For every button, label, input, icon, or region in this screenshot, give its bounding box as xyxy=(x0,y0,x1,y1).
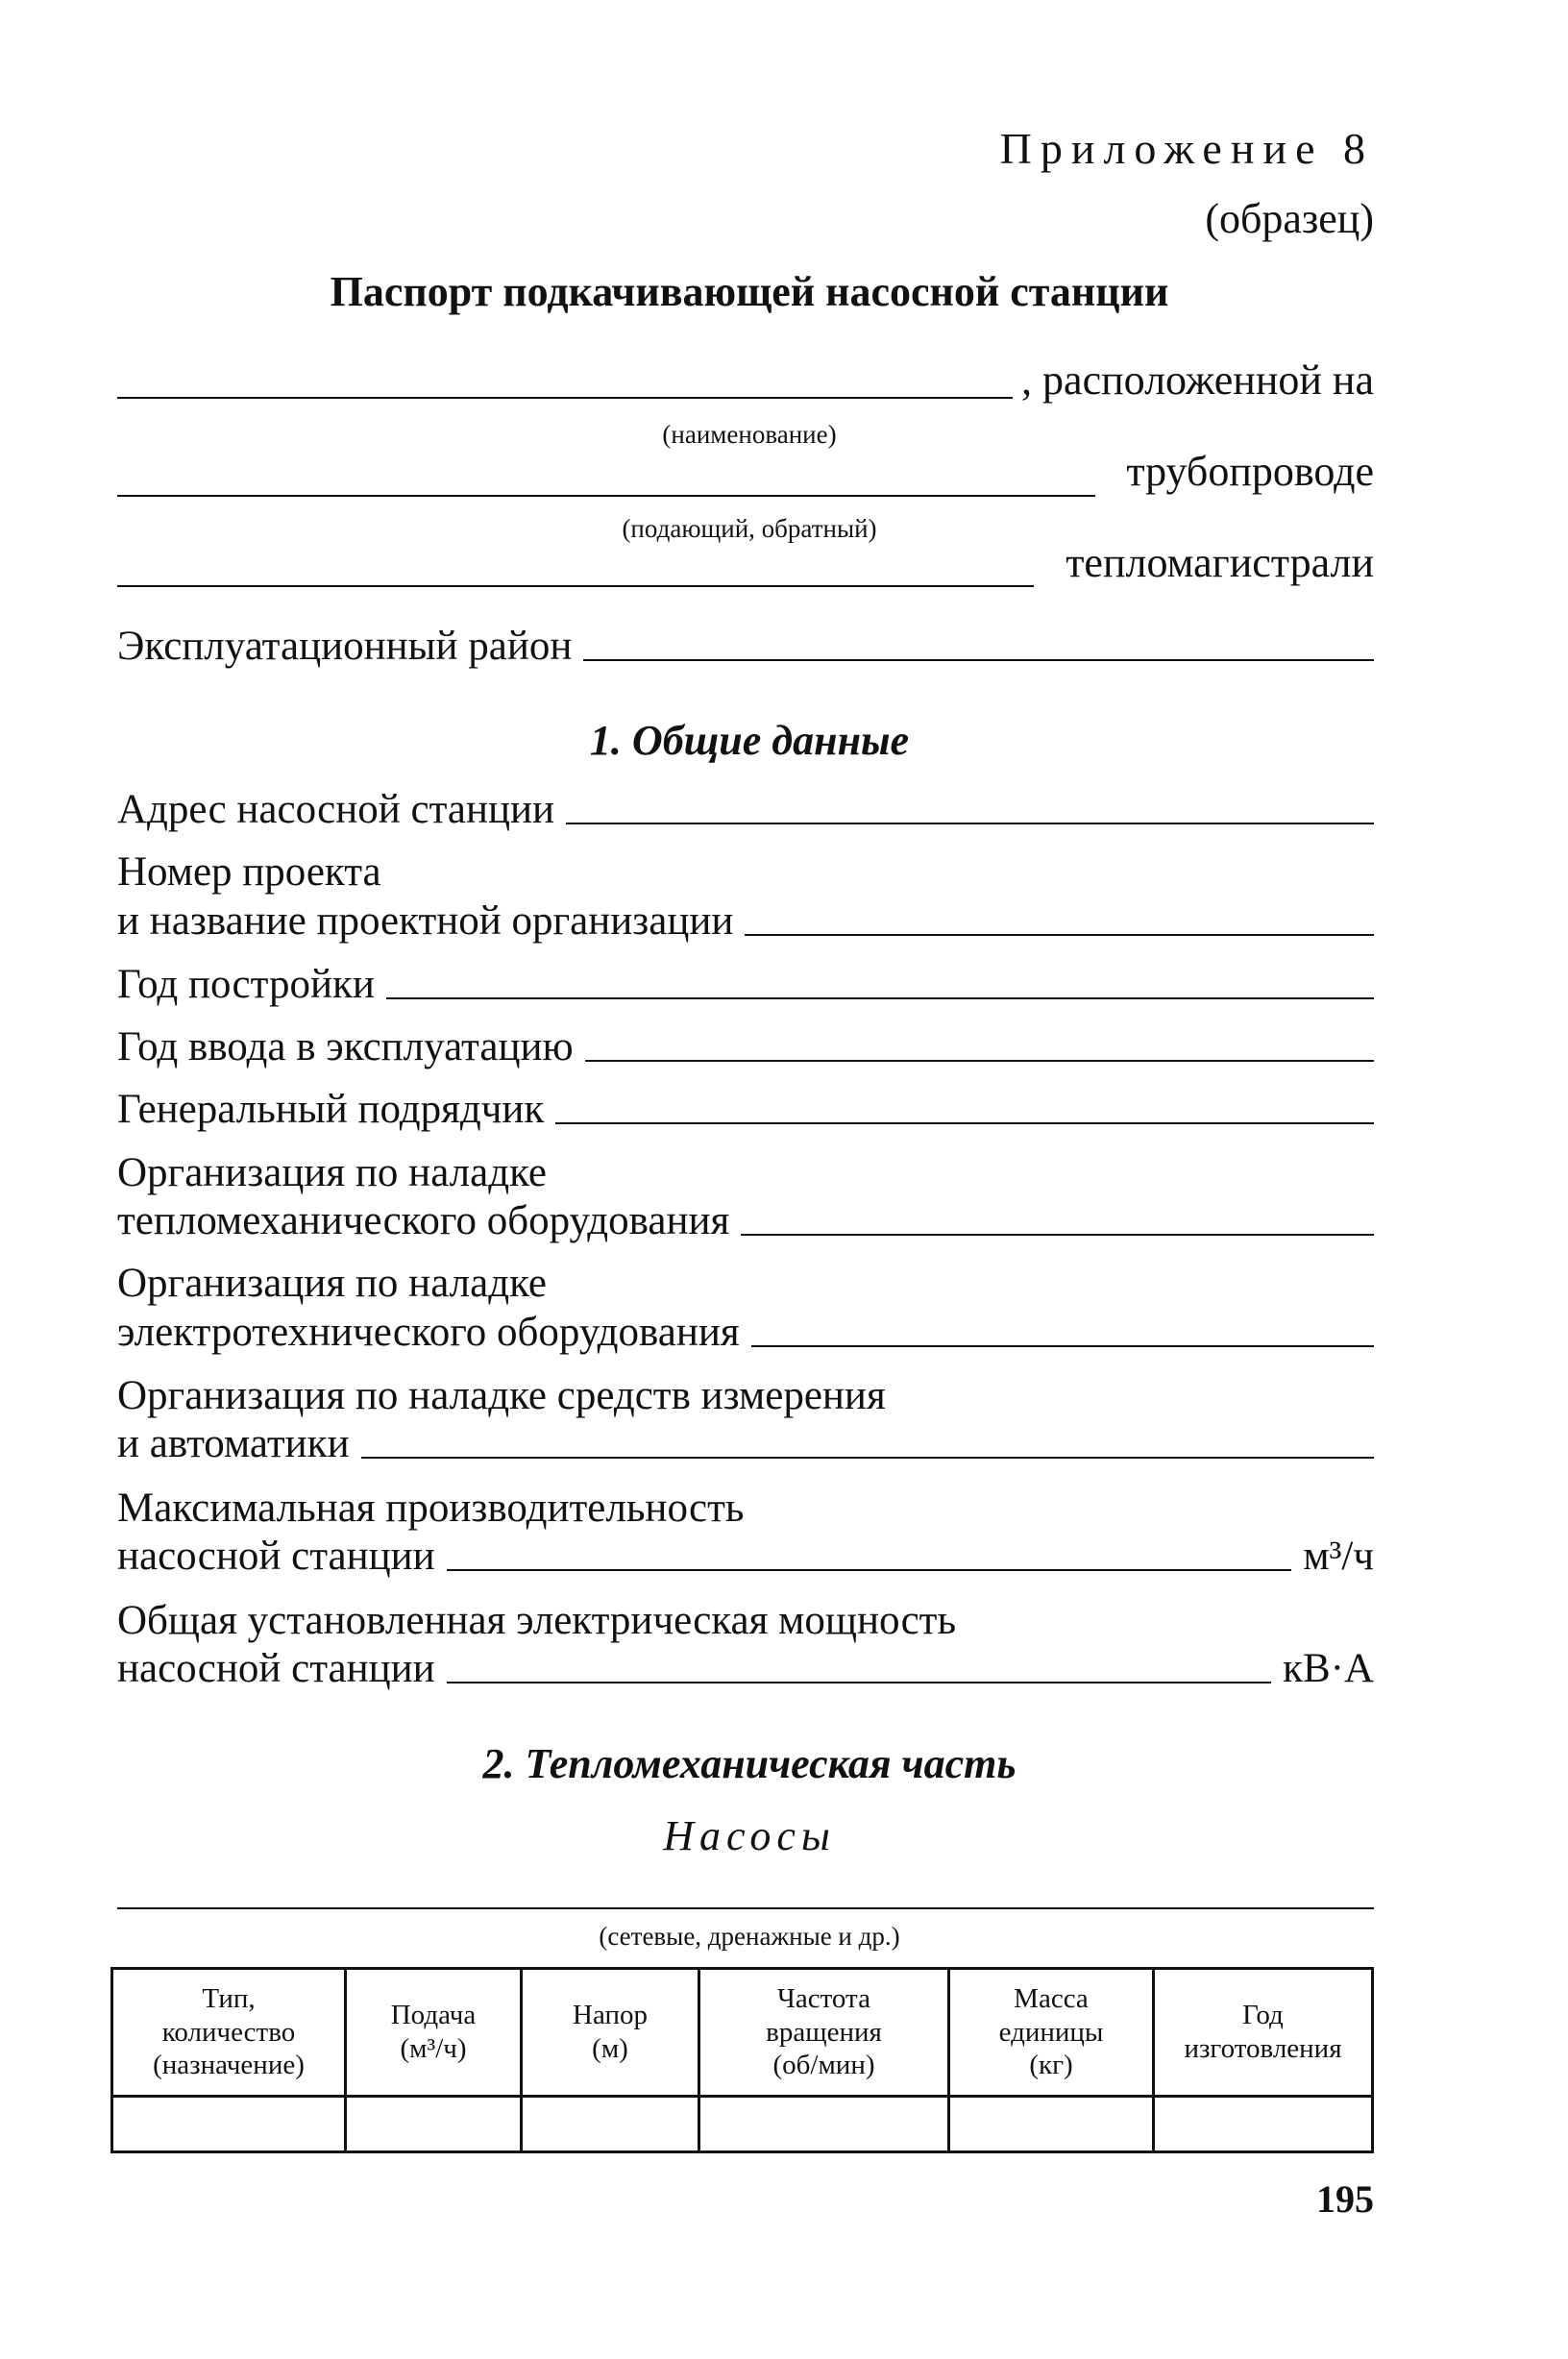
cell-mass[interactable] xyxy=(949,2097,1154,2152)
table-header-row xyxy=(112,1969,1373,2097)
sample-label: (образец) xyxy=(1205,195,1374,242)
cell-flow[interactable] xyxy=(346,2097,522,2152)
located-on-label: , расположенной на xyxy=(1021,356,1374,404)
electro-field[interactable] xyxy=(117,1309,1374,1356)
page-number: 195 xyxy=(1316,2177,1374,2221)
thermo-field[interactable] xyxy=(117,1197,1374,1244)
project-blank[interactable] xyxy=(745,933,1374,936)
project-field[interactable] xyxy=(117,897,1374,945)
section1-heading: 1. Общие данные xyxy=(589,717,910,764)
commission-year-field[interactable] xyxy=(117,1023,1374,1070)
measurement-label-line2: и автоматики xyxy=(117,1421,350,1466)
electro-label-line2: электротехнического оборудования xyxy=(117,1310,740,1355)
name-caption: (наименование) xyxy=(662,420,837,449)
commission-year-blank[interactable] xyxy=(585,1059,1374,1062)
cell-year[interactable] xyxy=(1154,2097,1373,2152)
cell-speed[interactable] xyxy=(699,2097,949,2152)
measurement-blank[interactable] xyxy=(361,1456,1374,1459)
contractor-field[interactable] xyxy=(117,1086,1374,1133)
thermo-label-line2: тепломеханического оборудования xyxy=(117,1198,730,1243)
capacity-blank[interactable] xyxy=(447,1568,1292,1571)
main-blank-line[interactable] xyxy=(117,585,1034,587)
col-header-type: Тип, количество (назначение) xyxy=(112,1969,346,2097)
col-header-year: Год изготовления xyxy=(1154,1969,1373,2097)
address-blank[interactable] xyxy=(566,822,1374,824)
pumps-table xyxy=(110,1967,1374,2153)
built-year-field[interactable] xyxy=(117,961,1374,1008)
main-label: тепломагистрали xyxy=(1066,539,1374,586)
built-year-label: Год постройки xyxy=(117,962,375,1007)
capacity-label-line1: Максимальная производительность xyxy=(117,1486,745,1531)
commission-year-label: Год ввода в эксплуатацию xyxy=(117,1024,574,1069)
contractor-blank[interactable] xyxy=(555,1121,1374,1124)
col-header-speed: Частота вращения (об/мин) xyxy=(699,1969,949,2097)
cell-type[interactable] xyxy=(112,2097,346,2152)
district-label: Эксплуатационный район xyxy=(117,624,573,669)
measurement-label-line1: Организация по наладке средств измерения xyxy=(117,1373,886,1418)
pipeline-label: трубопроводе xyxy=(1126,448,1374,495)
power-label-line1: Общая установленная электрическая мощность xyxy=(117,1598,957,1643)
district-blank[interactable] xyxy=(583,658,1374,661)
appendix-label: Приложение 8 xyxy=(999,124,1374,173)
col-header-flow: Подача (м³/ч) xyxy=(346,1969,522,2097)
power-field[interactable] xyxy=(117,1645,1374,1692)
col-header-mass: Масса единицы (кг) xyxy=(949,1969,1154,2097)
thermo-label-line1: Организация по наладке xyxy=(117,1150,547,1195)
power-unit: кВ·А xyxy=(1283,1646,1374,1691)
address-label: Адрес насосной станции xyxy=(117,787,555,832)
built-year-blank[interactable] xyxy=(386,996,1374,999)
pipeline-blank-line[interactable] xyxy=(117,495,1095,497)
project-label-line2: и название проектной организации xyxy=(117,898,734,944)
cell-head[interactable] xyxy=(522,2097,699,2152)
pumps-subheading: Насосы xyxy=(663,1812,836,1859)
thermo-blank[interactable] xyxy=(741,1233,1374,1236)
electro-blank[interactable] xyxy=(751,1344,1374,1347)
name-blank-line[interactable] xyxy=(117,397,1013,399)
pump-type-caption: (сетевые, дренажные и др.) xyxy=(599,1922,900,1951)
power-label-line2: насосной станции xyxy=(117,1646,435,1691)
col-header-head: Напор (м) xyxy=(522,1969,699,2097)
capacity-unit: м³/ч xyxy=(1303,1534,1374,1579)
capacity-label-line2: насосной станции xyxy=(117,1534,435,1579)
address-field[interactable] xyxy=(117,786,1374,833)
electro-label-line1: Организация по наладке xyxy=(117,1261,547,1306)
section2-heading: 2. Тепломеханическая часть xyxy=(482,1740,1017,1787)
document-title: Паспорт подкачивающей насосной станции xyxy=(330,268,1169,315)
contractor-label: Генеральный подрядчик xyxy=(117,1087,545,1132)
power-blank[interactable] xyxy=(447,1681,1271,1683)
pump-type-blank-line[interactable] xyxy=(117,1907,1374,1909)
district-field[interactable] xyxy=(117,623,1374,670)
table-row xyxy=(112,2097,1373,2152)
project-label-line1: Номер проекта xyxy=(117,849,381,895)
capacity-field[interactable] xyxy=(117,1533,1374,1580)
pipeline-caption: (подающий, обратный) xyxy=(622,514,877,543)
measurement-field[interactable] xyxy=(117,1420,1374,1467)
